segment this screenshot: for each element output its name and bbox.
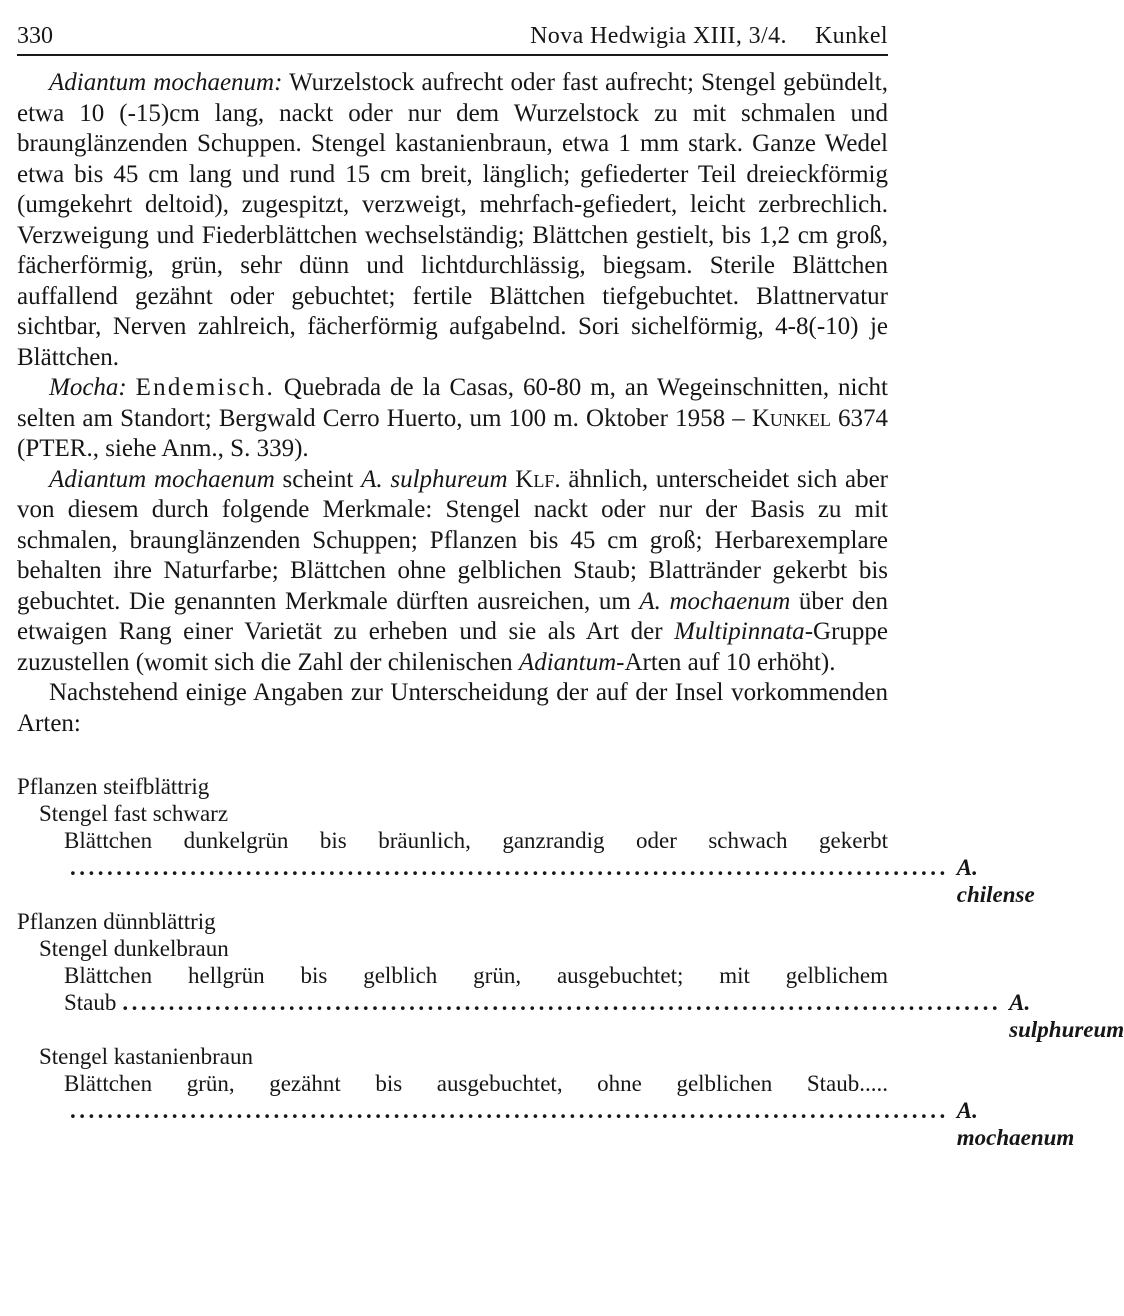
identification-key xyxy=(17,773,1124,1151)
key-result-a xyxy=(17,854,1035,908)
species-name-2: A. sulphureum xyxy=(361,465,508,493)
species-name-1: Adiantum mochaenum xyxy=(49,465,275,493)
key-result-b2 xyxy=(17,1097,1075,1151)
key-stem-b2: Stengel kastanienbraun xyxy=(39,1044,253,1069)
dot-leader: ............................................................................................... xyxy=(70,855,949,880)
species-description xyxy=(17,68,888,373)
locality-name: Mocha: xyxy=(49,374,127,401)
dot-leader: ............................................................................................... xyxy=(70,1098,949,1123)
comparison-text-6: -Arten auf 10 erhöht). xyxy=(616,648,836,676)
key-leaf-b1-end: Staub xyxy=(64,990,117,1015)
page-number: 330 xyxy=(17,23,53,49)
species-result-sulphureum: A. sulphureum xyxy=(1009,990,1124,1042)
comparison-text-1: scheint xyxy=(274,465,362,493)
author-name: Kunkel xyxy=(814,23,888,49)
key-lead-b: Pflanzen dünnblättrig xyxy=(17,909,216,934)
key-result-b1 xyxy=(17,989,1124,1043)
journal-title: Nova Hedwigia XIII, 3/4. xyxy=(530,23,787,49)
key-stem-b1: Stengel dunkelbraun xyxy=(39,936,229,961)
dot-leader: ............................................................................................... xyxy=(122,990,1002,1015)
key-leaf-b2: Blättchen grün, gezähnt bis ausgebuchtet, ohne gelblichen Staub..... xyxy=(64,1071,888,1096)
description-text: Wurzelstock aufrecht oder fast aufrecht; Stengel gebündelt, etwa 10 (-15)cm lang, nackt oder nur dem Wurzelstock zu mit schmalen und braunglänzenden Schuppen. Stengel kastanienbraun, etwa 1 mm stark. Ganze Wedel etwa bis 45 cm lang und rund 15 cm breit, länglich; gefiederter Teil dreieckförmig (umgekehrt deltoid), zugespitzt, verzweigt, mehrfach-gefiedert, leicht zerbrechlich. Verzweigung und Fiederblättchen wechselständig; Blättchen gestielt, bis 1,2 cm groß, fächerförmig, grün, sehr dünn und lichtdurchlässig, biegsam. Sterile Blättchen auffallend gezähnt oder gebuchtet; fertile Blättchen tiefgebuchtet. Blattnervatur sichtbar, Nerven zahlreich, fächerförmig aufgabelnd. Sori sichelförmig, 4-8(-10) je Blättchen. xyxy=(17,69,888,371)
locality-paragraph xyxy=(17,373,888,465)
running-title xyxy=(530,18,888,54)
locality-text-b: 6374 (PTER., siehe Anm., S. 339). xyxy=(17,404,888,462)
group-name: Multipinnata xyxy=(674,618,805,645)
species-result-chilense: A. chilense xyxy=(956,855,1035,907)
species-name-3: A. mochaenum xyxy=(639,587,791,615)
running-header xyxy=(17,18,888,56)
key-leaf-a: Blättchen dunkelgrün bis bräunlich, ganzrandig oder schwach gekerbt xyxy=(64,828,888,853)
body-text xyxy=(17,68,888,739)
comparison-text-5: -Gruppe zuzustellen (womit sich die Zahl der chilenischen xyxy=(17,618,888,676)
key-lead-a: Pflanzen steifblättrig xyxy=(17,774,210,799)
genus-name: Adiantum xyxy=(518,648,617,676)
comparison-paragraph xyxy=(17,465,888,679)
species-result-mochaenum: A. mochaenum xyxy=(956,1098,1075,1150)
species-name: Adiantum mochaenum: xyxy=(49,69,283,96)
key-leaf-b1: Blättchen hellgrün bis gelblich grün, ausgebuchtet; mit gelblichem xyxy=(64,963,888,988)
author-citation: Klf. xyxy=(515,465,561,493)
key-intro: Nachstehend einige Angaben zur Unterscheidung der auf der Insel vorkommenden Arten: xyxy=(17,679,888,737)
collector-name: Kunkel xyxy=(751,404,831,432)
comparison-text-3: ähnlich, unterscheidet sich aber von diesem durch folgende Merkmale: Stengel nackt oder nur der Basis zu mit schmalen, braunglänzenden Schuppen; Pflanzen bis 45 cm groß; Herbarexemplare behalten ihre Naturfarbe; Blättchen ohne gelblichen Staub; Blattränder gekerbt bis gebuchtet. Die genannten Merkmale dürften ausreichen, um xyxy=(17,465,888,615)
endemic-label: Endemisch. xyxy=(135,374,276,401)
key-stem-a: Stengel fast schwarz xyxy=(39,801,229,826)
comparison-text-4: über den etwaigen Rang einer Varietät zu erheben und sie als Art der xyxy=(17,587,888,645)
locality-text-a: Quebrada de la Casas, 60-80 m, an Wegeinschnitten, nicht selten am Standort; Bergwald Cerro Huerto, um 100 m. Oktober 1958 – xyxy=(17,374,889,432)
